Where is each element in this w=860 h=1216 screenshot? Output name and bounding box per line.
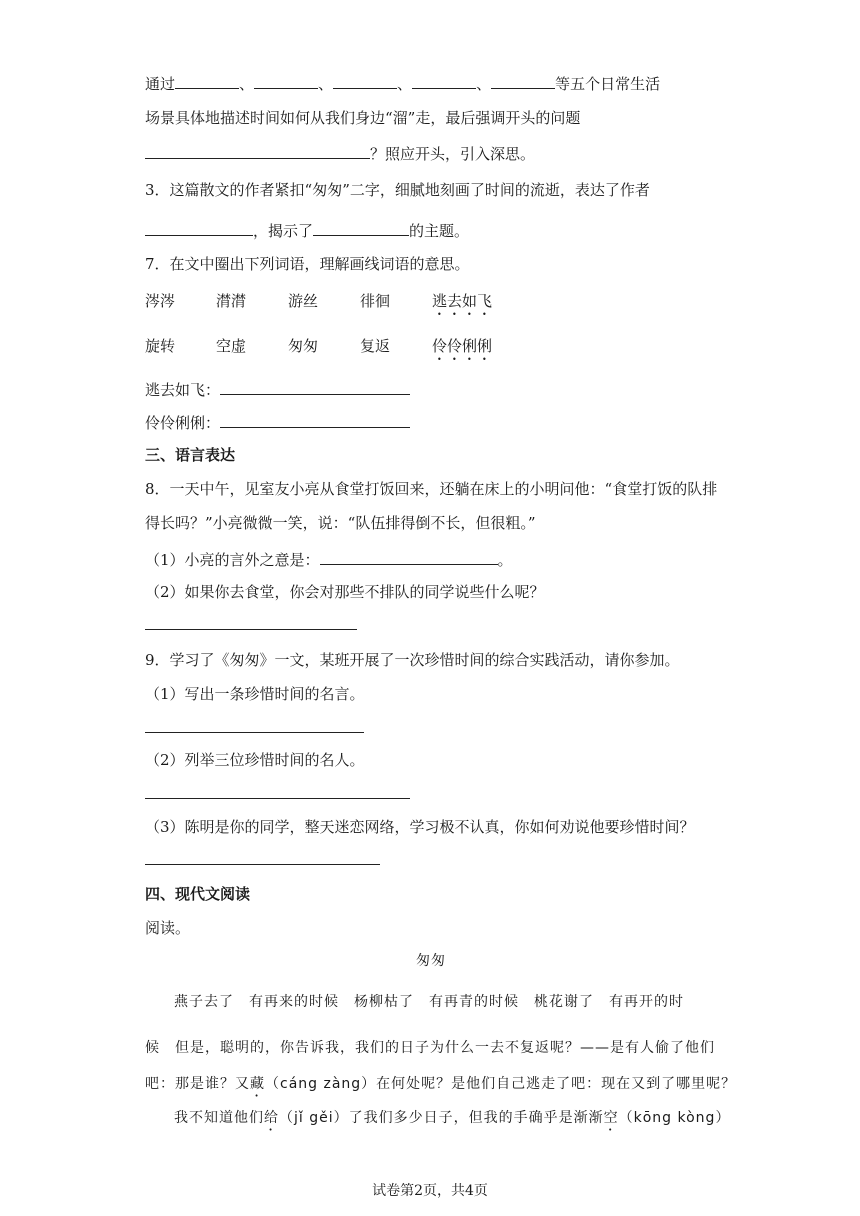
dotted-char: 给 bbox=[264, 1110, 279, 1126]
word: 空虚 bbox=[216, 337, 247, 355]
answer-blank[interactable] bbox=[220, 411, 410, 428]
q9-sub1: （1）写出一条珍惜时间的名言。 bbox=[145, 685, 365, 703]
word: 涔涔 bbox=[145, 292, 176, 310]
q-prev-line2: 场景具体地描述时间如何从我们身边“溜”走，最后强调开头的问题 bbox=[145, 109, 581, 127]
q8-line2: 得长吗？”小亮微微一笑，说：“队伍排得倒不长，但很粗。” bbox=[145, 514, 536, 532]
article-title: 匆匆 bbox=[416, 953, 446, 969]
q3-line1: 3．这篇散文的作者紧扣“匆匆”二字，细腻地刻画了时间的流逝，表达了作者 bbox=[145, 181, 650, 199]
word: 匆匆 bbox=[288, 337, 319, 355]
article-paragraph bbox=[174, 1108, 730, 1134]
word: 复返 bbox=[360, 337, 391, 355]
answer-blank[interactable] bbox=[145, 142, 370, 159]
q9-answer1 bbox=[145, 716, 364, 738]
q-prev-line3 bbox=[145, 142, 535, 164]
word: 旋转 bbox=[145, 337, 176, 355]
answer-blank[interactable] bbox=[254, 72, 318, 89]
word: 潸潸 bbox=[216, 292, 247, 310]
answer-blank[interactable] bbox=[220, 378, 410, 395]
text: 我不知道他们 bbox=[174, 1110, 264, 1126]
page-footer: 试卷第2页，共4页 bbox=[372, 1183, 488, 1199]
q9-sub2: （2）列举三位珍惜时间的名人。 bbox=[145, 751, 365, 769]
answer-blank[interactable] bbox=[145, 782, 410, 799]
answer-blank[interactable] bbox=[491, 72, 555, 89]
text: （jǐ gěi）了我们多少日子，但我的手确乎是渐渐 bbox=[279, 1110, 604, 1126]
dotted-char: 藏 bbox=[250, 1076, 265, 1092]
text: 、 bbox=[318, 75, 334, 93]
text: ，揭示了 bbox=[253, 222, 314, 240]
word: 徘徊 bbox=[360, 292, 391, 310]
answer-blank[interactable] bbox=[145, 716, 364, 733]
word-underlined: 逃去如飞 bbox=[432, 292, 493, 310]
text: 、 bbox=[476, 75, 492, 93]
q9-answer3 bbox=[145, 848, 380, 870]
section-title: 四、现代文阅读 bbox=[145, 885, 251, 903]
text: 通过 bbox=[145, 75, 176, 93]
text: 吧：那是谁？又 bbox=[145, 1076, 250, 1092]
q-prev-line1 bbox=[145, 72, 660, 94]
text: ？照应开头，引入深思。 bbox=[370, 145, 536, 163]
answer-blank[interactable] bbox=[145, 219, 253, 236]
text: 、 bbox=[239, 75, 255, 93]
q8-answer-line bbox=[145, 613, 357, 635]
section-title: 三、语言表达 bbox=[145, 446, 236, 464]
answer-blank[interactable] bbox=[412, 72, 476, 89]
text: 、 bbox=[397, 75, 413, 93]
read-instruction: 阅读。 bbox=[145, 919, 191, 937]
text: 的主题。 bbox=[409, 222, 470, 240]
answer-blank[interactable] bbox=[145, 848, 380, 865]
q7-answer2 bbox=[145, 411, 410, 433]
text: （kōng kòng） bbox=[618, 1110, 731, 1126]
label: 逃去如飞： bbox=[145, 381, 221, 399]
label: 伶伶俐俐： bbox=[145, 414, 221, 432]
q8-sub1 bbox=[145, 548, 513, 570]
q7-answer1 bbox=[145, 378, 410, 400]
article-paragraph: 候 但是，聪明的，你告诉我，我们的日子为什么一去不复返呢？——是有人偷了他们 bbox=[145, 1040, 715, 1056]
answer-blank[interactable] bbox=[320, 548, 498, 565]
text: （1）小亮的言外之意是： bbox=[145, 551, 320, 569]
answer-blank[interactable] bbox=[175, 72, 239, 89]
q9-answer2 bbox=[145, 782, 410, 804]
q9-line1: 9．学习了《匆匆》一文，某班开展了一次珍惜时间的综合实践活动，请你参加。 bbox=[145, 651, 680, 669]
dotted-char: 空 bbox=[603, 1110, 619, 1126]
article-paragraph: 燕子去了 有再来的时候 杨柳枯了 有再青的时候 桃花谢了 有再开的时 bbox=[174, 994, 684, 1010]
q8-sub2: （2）如果你去食堂，你会对那些不排队的同学说些什么呢？ bbox=[145, 583, 545, 601]
text: 等五个日常生活 bbox=[555, 75, 661, 93]
q3-line2 bbox=[145, 219, 469, 241]
word: 游丝 bbox=[288, 292, 319, 310]
text: 。 bbox=[497, 551, 513, 569]
q8-line1: 8．一天中午，见室友小亮从食堂打饭回来，还躺在床上的小明问他：“食堂打饭的队排 bbox=[145, 480, 718, 498]
answer-blank[interactable] bbox=[333, 72, 397, 89]
q9-sub3: （3）陈明是你的同学，整天迷恋网络，学习极不认真，你如何劝说他要珍惜时间？ bbox=[145, 818, 695, 836]
word-underlined: 伶伶俐俐 bbox=[432, 337, 493, 355]
answer-blank[interactable] bbox=[313, 219, 409, 236]
text: （cáng zàng）在何处呢？是他们自己逃走了吧：现在又到了哪里呢？ bbox=[265, 1076, 737, 1092]
article-paragraph bbox=[145, 1074, 736, 1100]
answer-blank[interactable] bbox=[145, 613, 357, 630]
q7-prompt: 7．在文中圈出下列词语，理解画线词语的意思。 bbox=[145, 255, 470, 273]
